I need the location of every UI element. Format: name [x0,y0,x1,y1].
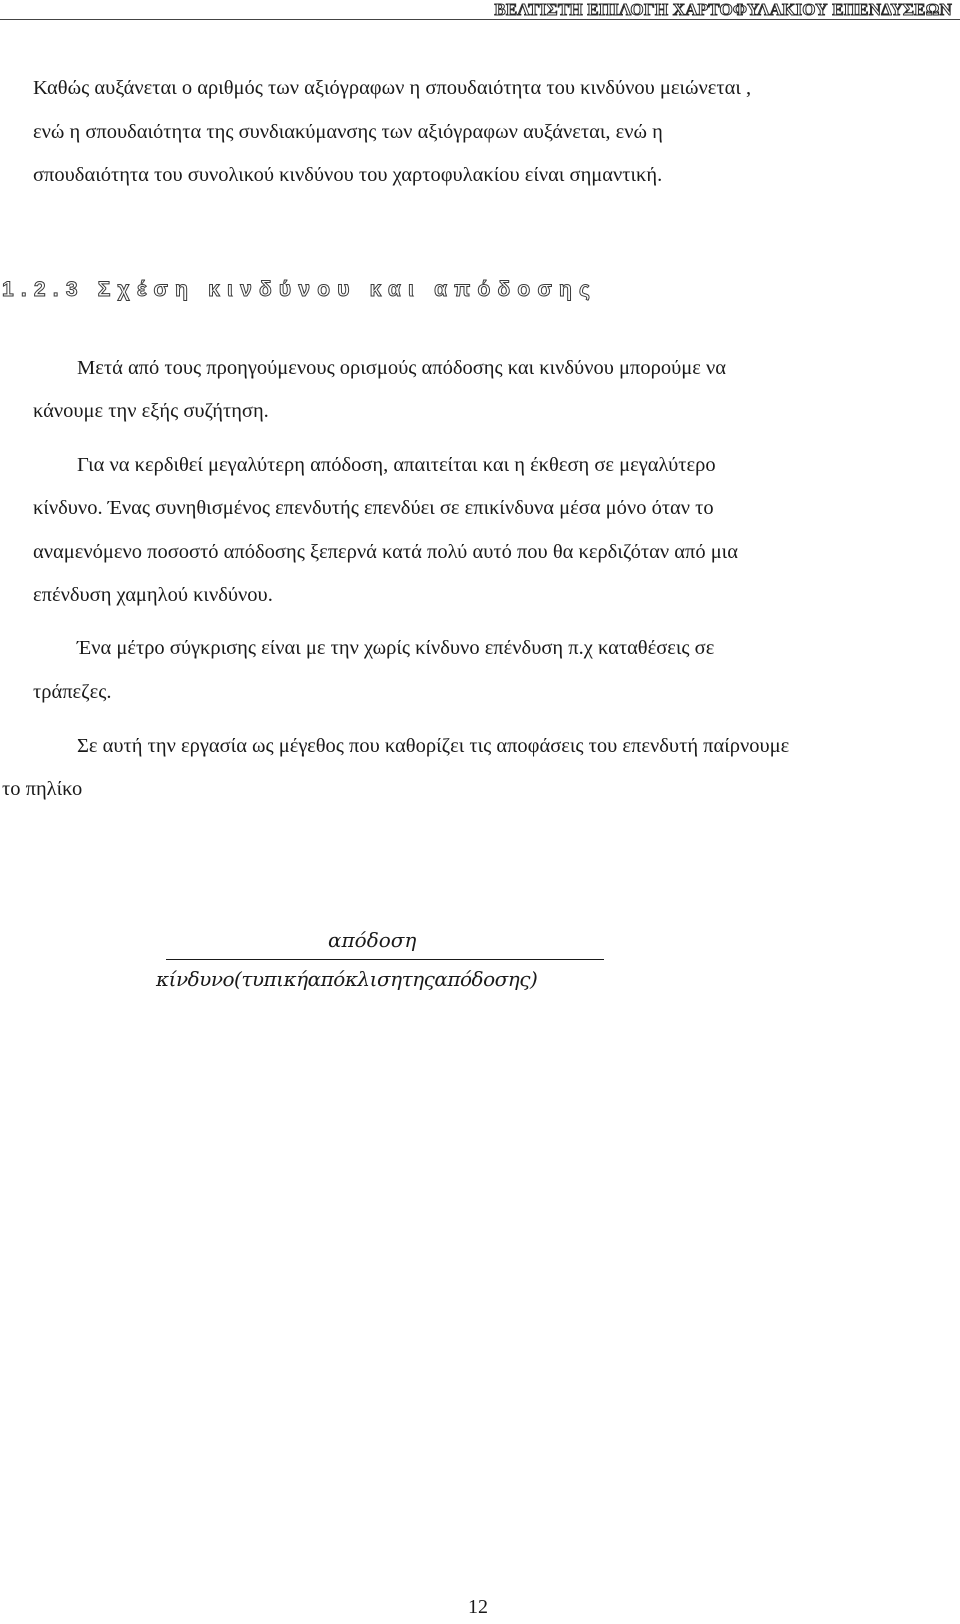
p3-line-1: Ένα μέτρο σύγκρισης είναι με την χωρίς κίνδυνο επένδυση π.χ καταθέσεις σε [77,637,715,659]
formula-denominator: κίνδυνο(τυπικήαπόκλισητηςαπόδοσης) [156,967,538,991]
page-number: 12 [468,1596,488,1618]
intro-line-2: ενώ η σπουδαιότητα της συνδιακύμανσης των αξιόγραφων αυξάνεται, ενώ η [33,121,663,143]
p1-line-1: Μετά από τους προηγούμενους ορισμούς απόδοσης και κινδύνου μπορούμε να [77,357,726,379]
p4-line-2: το πηλίκο [2,778,83,800]
header-rule [0,19,960,20]
formula-numerator: απόδοση [328,928,417,952]
p4-line-1: Σε αυτή την εργασία ως μέγεθος που καθορίζει τις αποφάσεις του επενδυτή παίρνουμε [77,735,790,757]
p1-line-2: κάνουμε την εξής συζήτηση. [33,400,269,422]
section-heading: 1.2.3 Σχέση κινδύνου και απόδοσης [2,278,598,301]
p2-line-3: αναμενόμενο ποσοστό απόδοσης ξεπερνά κατά πολύ αυτό που θα κερδιζόταν από μια [33,541,738,563]
fraction-bar [166,959,604,960]
p2-line-4: επένδυση χαμηλού κινδύνου. [33,584,273,606]
p2-line-1: Για να κερδιθεί μεγαλύτερη απόδοση, απαιτείται και η έκθεση σε μεγαλύτερο [77,454,716,476]
intro-line-1: Καθώς αυξάνεται ο αριθμός των αξιόγραφων η σπουδαιότητα του κινδύνου μειώνεται , [33,77,752,99]
p2-line-2: κίνδυνο. Ένας συνηθισμένος επενδυτής επενδύει σε επικίνδυνα μέσα μόνο όταν το [33,497,714,519]
running-header-title: ΒΕΛΤΙΣΤΗ ΕΠΙΛΟΓΗ ΧΑΡΤΟΦΥΛΑΚΙΟΥ ΕΠΕΝΔΥΣΕΩΝ [494,0,952,19]
p3-line-2: τράπεζες. [33,681,112,703]
intro-line-3: σπουδαιότητα του συνολικού κινδύνου του χαρτοφυλακίου είναι σημαντική. [33,164,663,186]
